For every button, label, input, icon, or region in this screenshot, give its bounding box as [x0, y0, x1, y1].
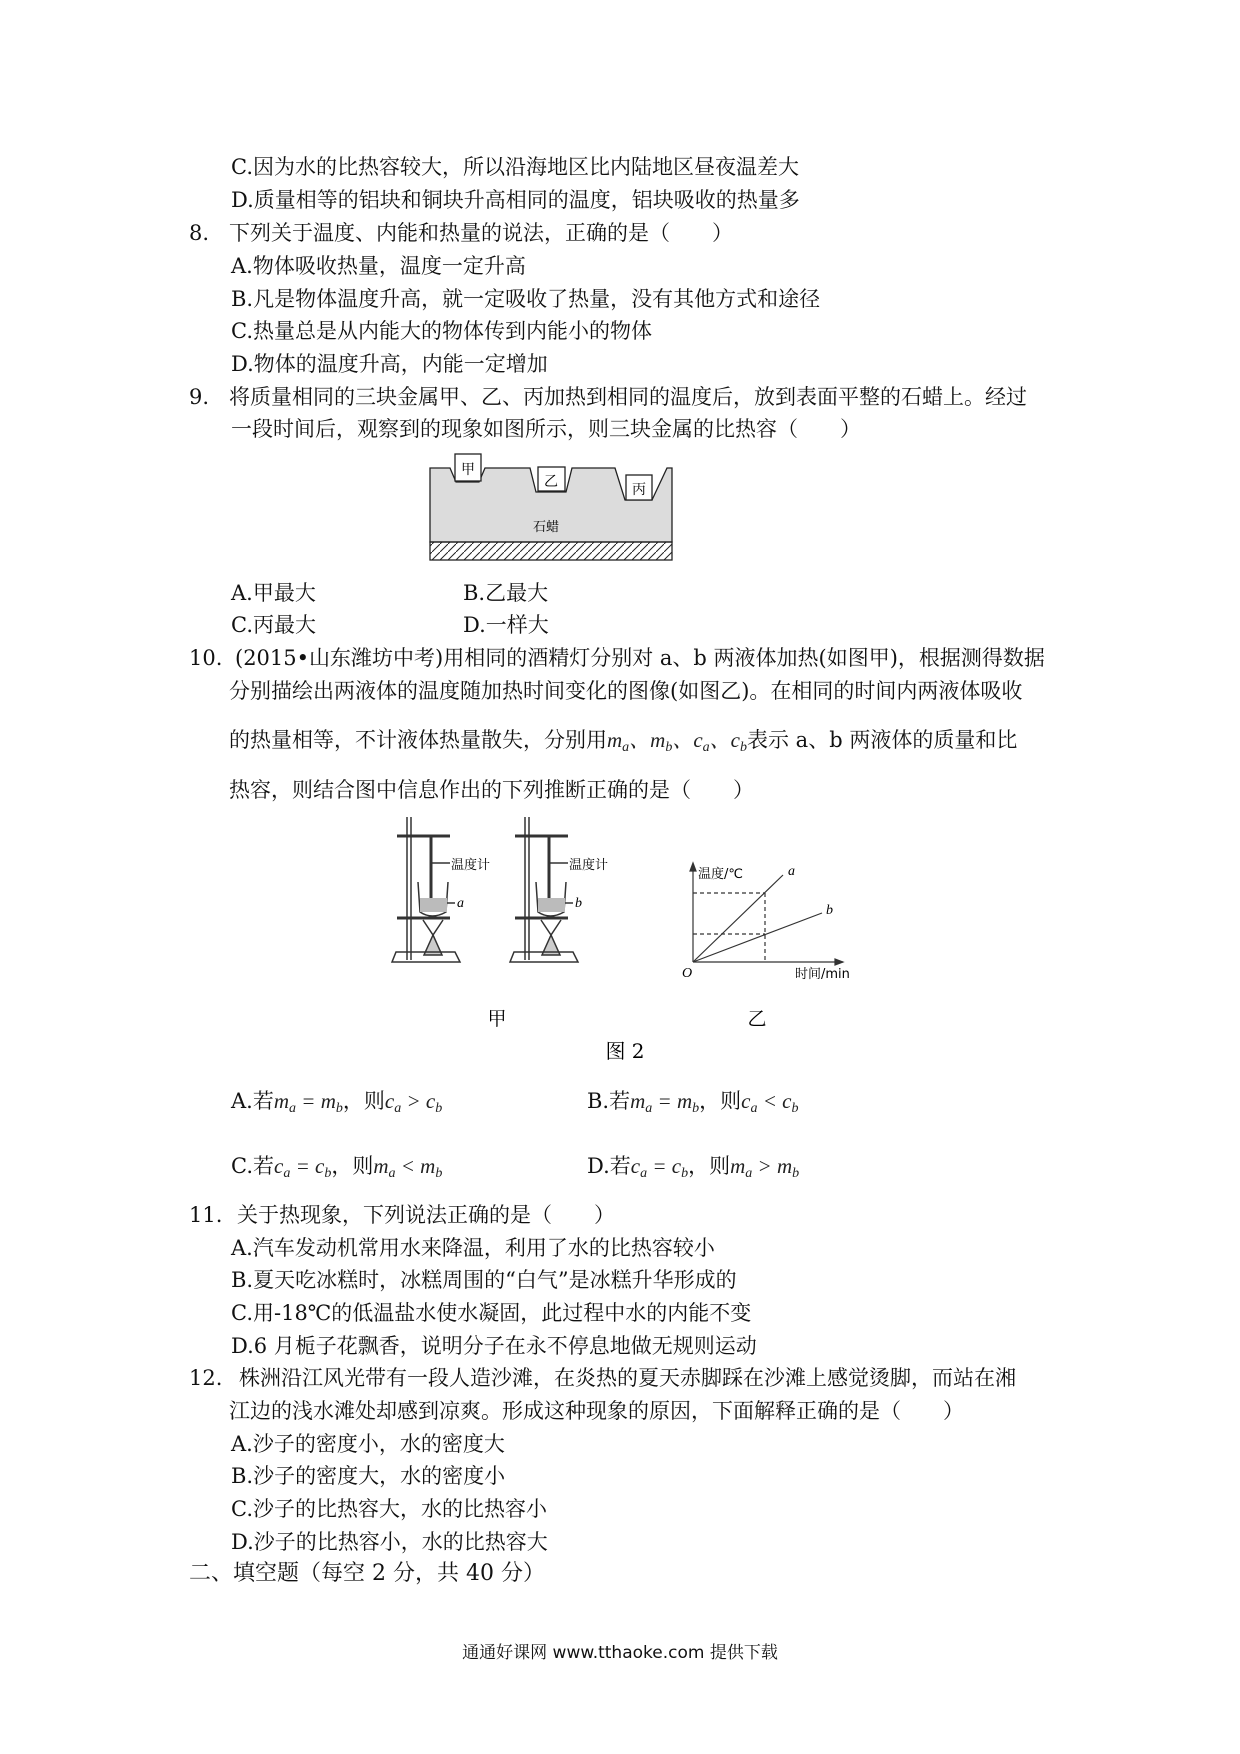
line-a-label: a — [788, 864, 795, 879]
q8-number: 8. — [189, 221, 210, 245]
q9-option-d: D.一样大 — [463, 613, 549, 637]
q11-option-c: C.用-18℃的低温盐水使水凝固，此过程中水的内能不变 — [231, 1301, 752, 1325]
q11-stem: 关于热现象，下列说法正确的是（ ） — [237, 1203, 615, 1227]
q10-option-d: D.若$c_a = c_b$，则$m_a > m_b$ — [587, 1154, 800, 1181]
q10-stem-1: (2015•山东潍坊中考)用相同的酒精灯分别对 a、b 两液体加热(如图甲)，根据测得数据 — [235, 646, 1045, 670]
q9-option-b: B.乙最大 — [463, 581, 549, 605]
line-a — [693, 875, 783, 962]
block-bing-label: 丙 — [632, 482, 646, 498]
y-axis-label: 温度/℃ — [698, 867, 743, 882]
q7-option-d: D.质量相等的铝块和铜块升高相同的温度，铝块吸收的热量多 — [231, 188, 800, 212]
q12-option-d: D.沙子的比热容小，水的比热容大 — [231, 1530, 548, 1554]
block-jia-label: 甲 — [461, 462, 475, 478]
q8-option-a: A.物体吸收热量，温度一定升高 — [231, 254, 526, 278]
q10-stem-2: 分别描绘出两液体的温度随加热时间变化的图像(如图乙)。在相同的时间内两液体吸收 — [229, 679, 1023, 703]
q9-stem-1: 将质量相同的三块金属甲、乙、丙加热到相同的温度后，放到表面平整的石蜡上。经过 — [229, 385, 1027, 409]
q10-number: 10. — [189, 646, 223, 670]
caption-jia: 甲 — [487, 1008, 507, 1030]
q8-stem: 下列关于温度、内能和热量的说法，正确的是（ ） — [229, 221, 733, 245]
line-b-label: b — [826, 903, 833, 918]
figure-caption: 图 2 — [605, 1039, 645, 1063]
q10-stem-3b: 表示 a、b 两液体的质量和比 — [747, 728, 1018, 752]
q10-stem-3a: 的热量相等，不计液体热量散失，分别用 — [229, 728, 607, 752]
q12-option-a: A.沙子的密度小，水的密度大 — [231, 1432, 505, 1456]
q12-number: 12. — [189, 1366, 223, 1390]
q9-option-c: C.丙最大 — [231, 613, 316, 637]
origin-label: O — [682, 966, 693, 981]
apparatus-b — [510, 817, 578, 962]
q12-stem-1: 株洲沿江风光带有一段人造沙滩，在炎热的夏天赤脚踩在沙滩上感觉烫脚，而站在湘 — [239, 1366, 1016, 1390]
q9-number: 9. — [189, 385, 210, 409]
line-b — [693, 913, 822, 962]
q11-number: 11. — [189, 1203, 223, 1227]
caption-yi: 乙 — [747, 1008, 767, 1030]
q8-option-c: C.热量总是从内能大的物体传到内能小的物体 — [231, 319, 652, 343]
q10-option-b: B.若$m_a = m_b$，则$c_a < c_b$ — [587, 1089, 799, 1116]
q8-option-d: D.物体的温度升高，内能一定增加 — [231, 352, 548, 376]
q12-stem-2: 江边的浅水滩处却感到凉爽。形成这种现象的原因，下面解释正确的是（ ） — [229, 1399, 964, 1423]
thermometer-label-2: 温度计 — [569, 858, 609, 873]
symbols: $m_a$、$m_b$、$c_a$、$c_b$ — [607, 728, 747, 755]
footer: 通通好课网 www.tthaoke.com 提供下载 — [462, 1643, 778, 1663]
thermometer-label-1: 温度计 — [451, 858, 491, 873]
q9-option-a: A.甲最大 — [231, 581, 316, 605]
section-heading: 二、填空题（每空 2 分，共 40 分） — [189, 1561, 545, 1586]
wax-label: 石蜡 — [532, 520, 560, 535]
q10-option-a: A.若$m_a = m_b$，则$c_a > c_b$ — [231, 1089, 443, 1116]
q11-option-b: B.夏天吃冰糕时，冰糕周围的“白气”是冰糕升华形成的 — [231, 1268, 737, 1292]
apparatus-a — [392, 817, 460, 962]
q11-option-d: D.6 月栀子花飘香，说明分子在永不停息地做无规则运动 — [231, 1334, 757, 1358]
q8-option-b: B.凡是物体温度升高，就一定吸收了热量，没有其他方式和途径 — [231, 287, 821, 311]
block-yi-label: 乙 — [544, 474, 558, 490]
q12-option-c: C.沙子的比热容大，水的比热容小 — [231, 1497, 547, 1521]
q9-stem-2: 一段时间后，观察到的现象如图所示，则三块金属的比热容（ ） — [231, 417, 861, 441]
q11-option-a: A.汽车发动机常用水来降温，利用了水的比热容较小 — [231, 1236, 715, 1260]
q10-option-c: C.若$c_a = c_b$，则$m_a < m_b$ — [231, 1154, 443, 1181]
x-axis-label: 时间/min — [795, 967, 850, 982]
q12-option-b: B.沙子的密度大，水的密度小 — [231, 1464, 506, 1488]
liquid-b-label: b — [575, 896, 582, 911]
q7-option-c: C.因为水的比热容较大，所以沿海地区比内陆地区昼夜温差大 — [231, 155, 799, 179]
q10-stem-4: 热容，则结合图中信息作出的下列推断正确的是（ ） — [229, 778, 754, 802]
liquid-a-label: a — [457, 896, 464, 911]
